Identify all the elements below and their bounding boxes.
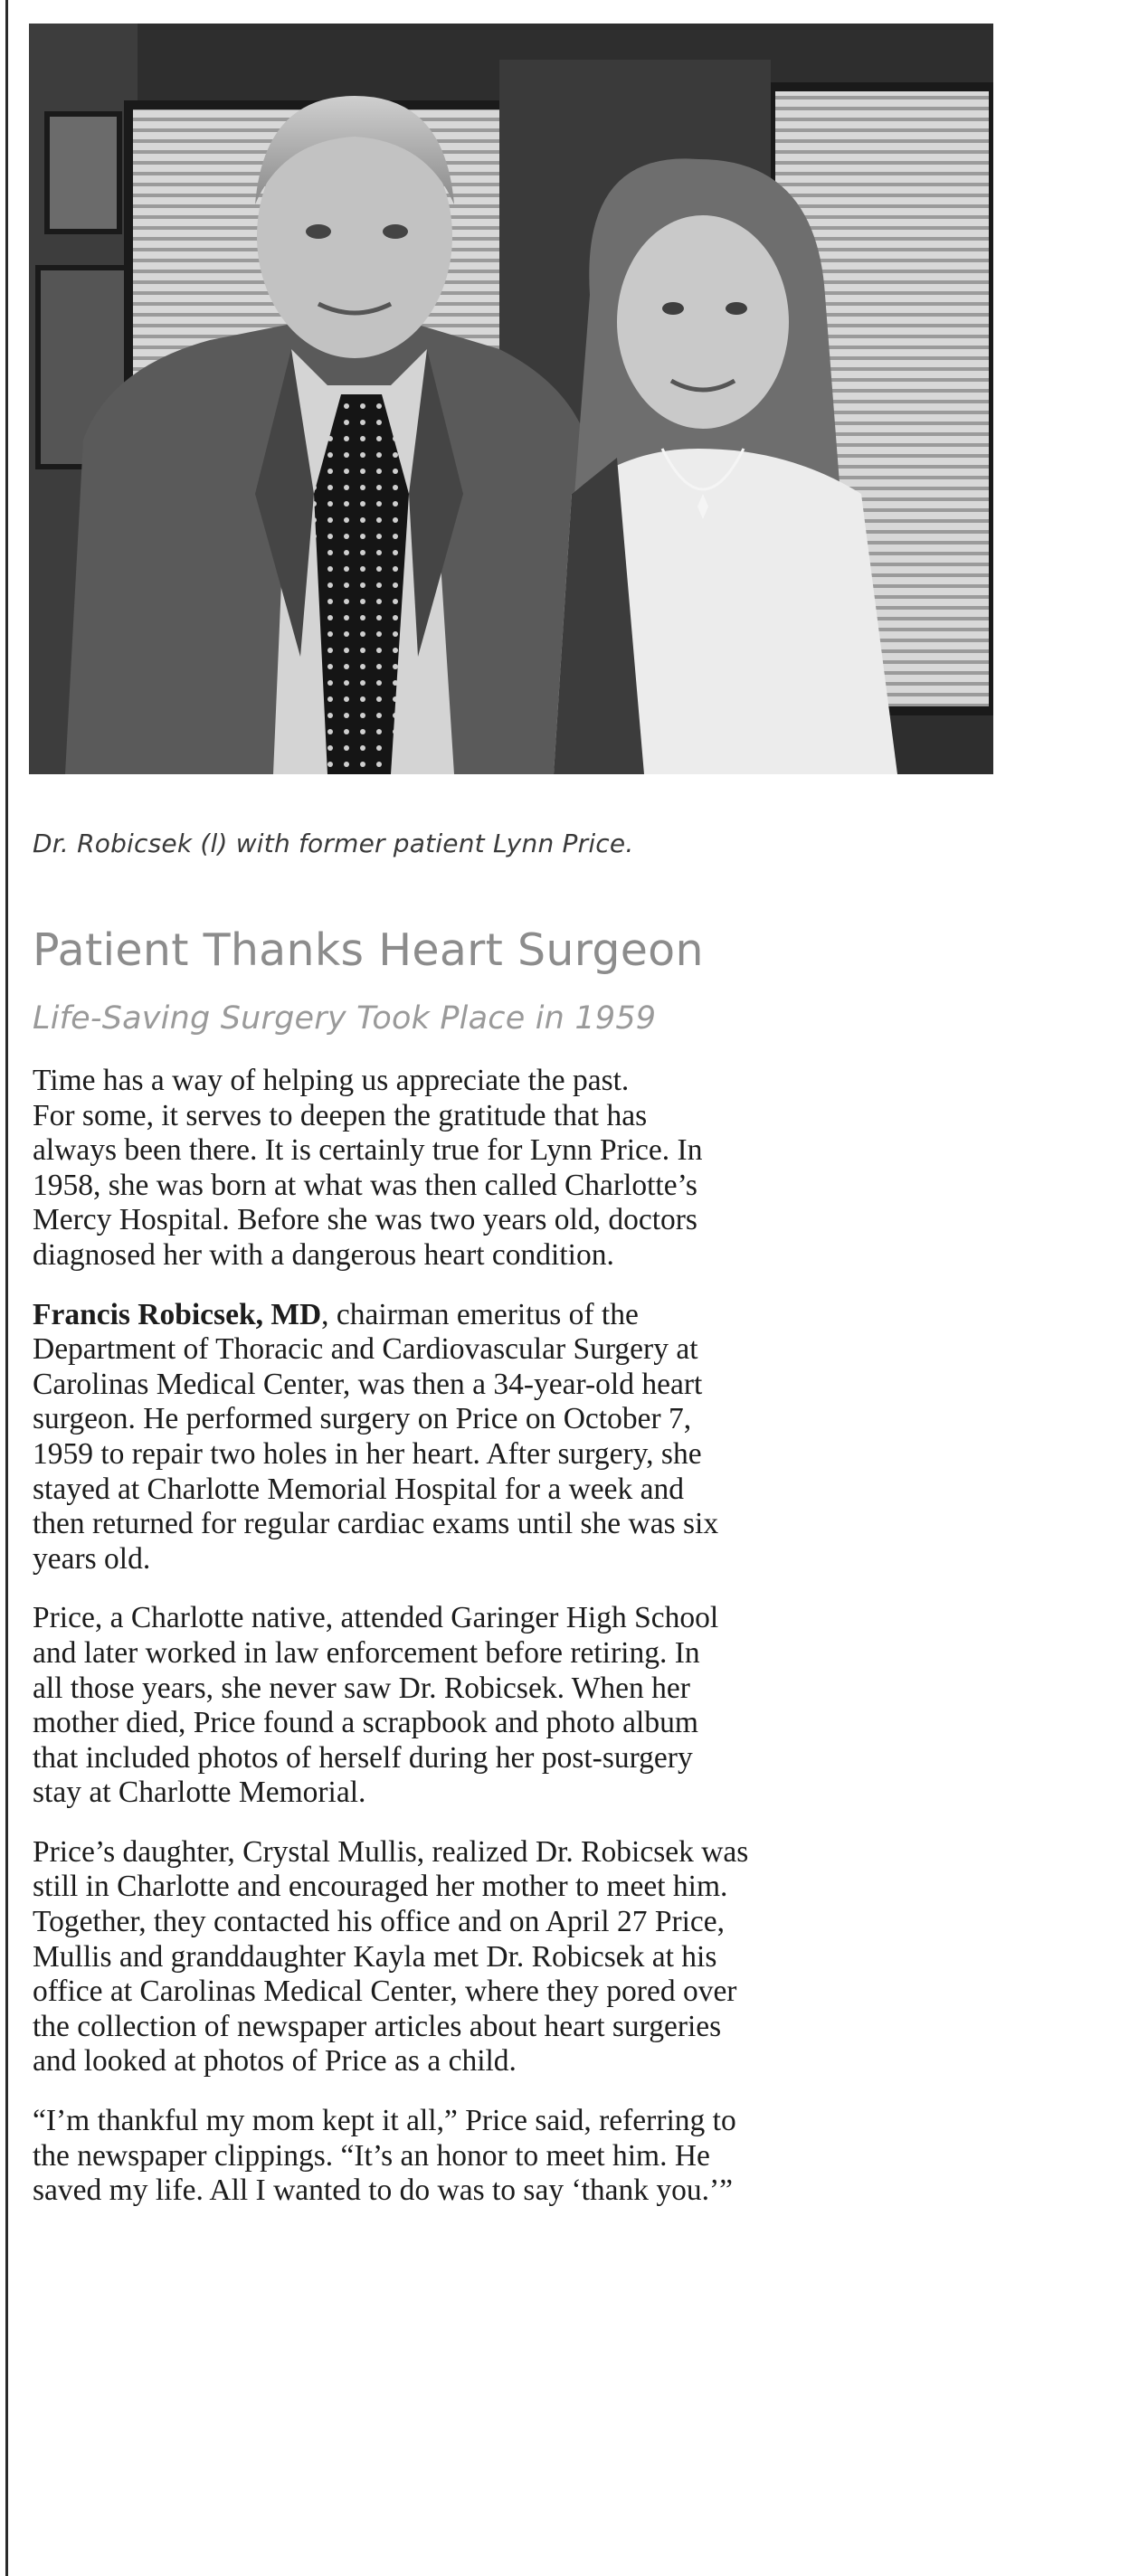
text-line: and looked at photos of Price as a child. [33,2044,517,2079]
left-margin-rule [5,0,8,2576]
article-photo [29,24,993,774]
paragraph-5 [33,2104,1010,2209]
photo-caption: Dr. Robicsek (l) with former patient Lynn Price. [33,829,634,858]
text-line: Price’s daughter, Crystal Mullis, realized Dr. Robicsek was [33,1834,749,1869]
article-headline: Patient Thanks Heart Surgeon [33,924,704,976]
text-line: 1958, she was born at what was then called Charlotte’s [33,1168,697,1202]
text-line: Department of Thoracic and Cardiovascular Surgery at [33,1332,698,1367]
text-line: still in Charlotte and encouraged her mother to meet him. [33,1870,728,1904]
text-line: 1959 to repair two holes in her heart. After surgery, she [33,1436,702,1471]
paragraph-1 [33,1064,1010,1274]
text-line: always been there. It is certainly true for Lynn Price. In [33,1133,703,1168]
text-line: and later worked in law enforcement before retiring. In [33,1635,700,1670]
text-line: surgeon. He performed surgery on Price on October 7, [33,1402,692,1436]
text-line: stayed at Charlotte Memorial Hospital for a week and [33,1472,685,1506]
text-line: Price, a Charlotte native, attended Garinger High School [33,1601,719,1635]
text-line: saved my life. All I wanted to do was to say ‘thank you.’” [33,2174,734,2208]
text-line: Carolinas Medical Center, was then a 34-year-old heart [33,1367,703,1401]
text-line: years old. [33,1541,151,1576]
paragraph-2 [33,1298,1010,1577]
text-line: Mercy Hospital. Before she was two years old, doctors [33,1203,697,1237]
text-line: mother died, Price found a scrapbook and photo album [33,1706,698,1740]
text-line: office at Carolinas Medical Center, where they pored over [33,1975,737,2009]
surgeon-name: Francis Robicsek, MD [33,1297,322,1331]
text-line: For some, it serves to deepen the gratitude that has [33,1098,648,1132]
article-body [33,1064,1010,2233]
text-line [33,1298,1010,1333]
text-line: diagnosed her with a dangerous heart condition. [33,1237,614,1272]
text-fragment: , chairman emeritus of the [321,1297,639,1331]
paragraph-4 [33,1835,1010,2079]
text-line: Together, they contacted his office and on April 27 Price, [33,1905,726,1939]
text-line: that included photos of herself during her post-surgery [33,1740,693,1775]
text-line: “I’m thankful my mom kept it all,” Price said, referring to [33,2104,736,2138]
article-subhead: Life-Saving Surgery Took Place in 1959 [33,1000,657,1037]
text-line: Mullis and granddaughter Kayla met Dr. Robicsek at his [33,1939,717,1974]
text-line: then returned for regular cardiac exams until she was six [33,1507,719,1541]
text-line: the collection of newspaper articles about heart surgeries [33,2009,722,2043]
text-line: stay at Charlotte Memorial. [33,1776,366,1810]
text-line: the newspaper clippings. “It’s an honor to meet him. He [33,2138,710,2173]
text-line: all those years, she never saw Dr. Robicsek. When her [33,1671,690,1705]
paragraph-3 [33,1601,1010,1811]
text-line: Time has a way of helping us appreciate the past. [33,1064,630,1097]
photo-icon [29,24,993,774]
